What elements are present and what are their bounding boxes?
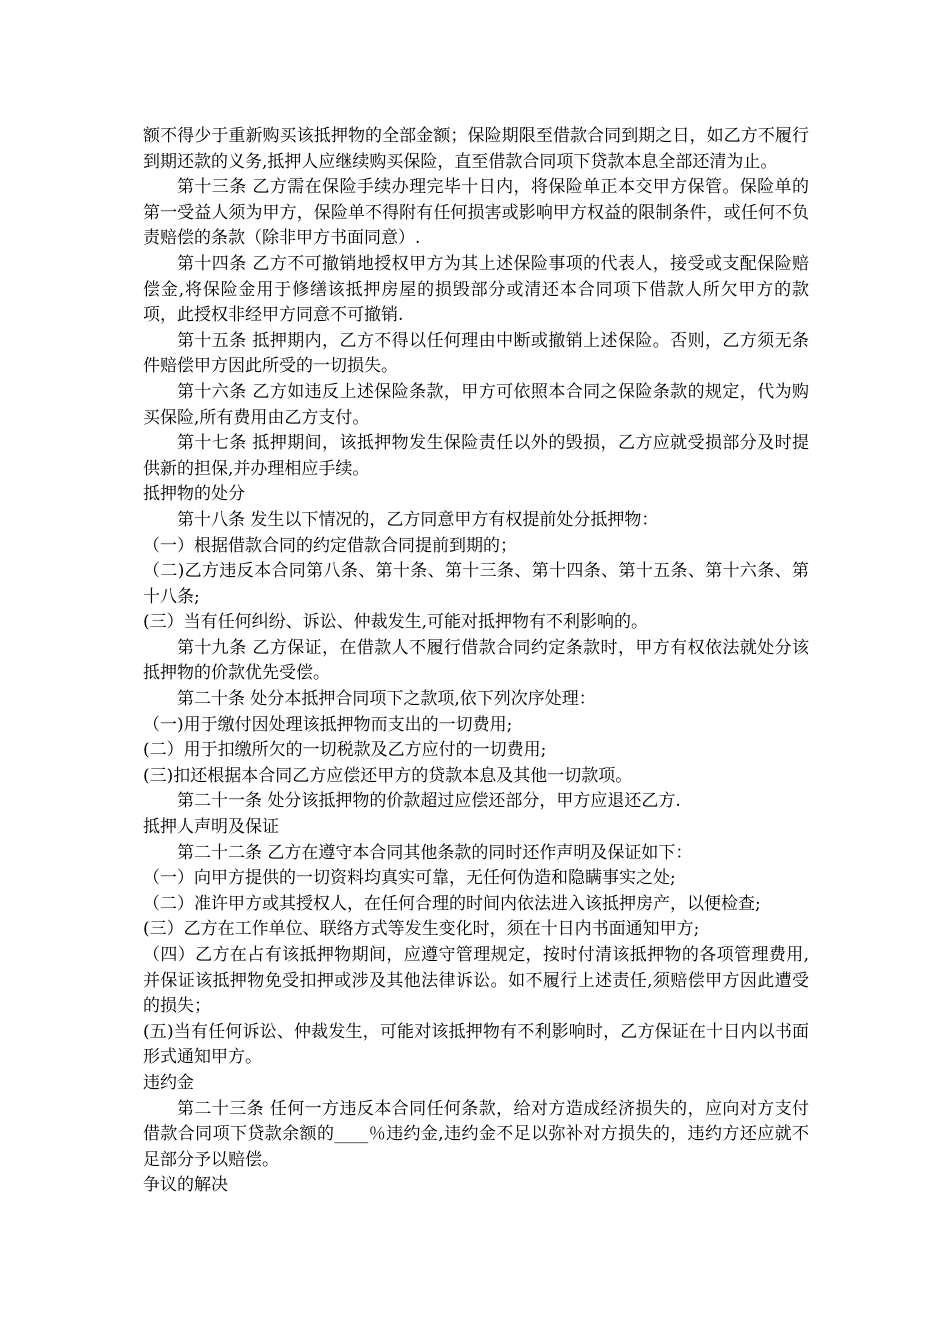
article-22-item-2: （二）准许甲方或其授权人，在任何合理的时间内依法进入该抵押房产，以便检查; [143, 893, 761, 914]
article-19: 第十九条 乙方保证，在借款人不履行借款合同约定条款时，甲方有权依法就处分该抵押物的价款优先受偿。 [143, 637, 809, 684]
article-22: 第二十二条 乙方在遵守本合同其他条款的同时还作声明及保证如下： [177, 842, 693, 863]
article-23: 第二十三条 任何一方违反本合同任何条款，给对方造成经济损失的，应向对方支付借款合同项下贷款余额的____％违约金,违约金不足以弥补对方损失的，违约方还应就不足部分予以赔偿。 [143, 1098, 809, 1170]
document-body [143, 124, 809, 1199]
article-17: 第十七条 抵押期间，该抵押物发生保险责任以外的毁损，乙方应就受损部分及时提供新的担保,并办理相应手续。 [143, 433, 809, 479]
article-22-item-4: （四）乙方在占有该抵押物期间，应遵守管理规定，按时付清该抵押物的各项管理费用,并保证该抵押物免受扣押或涉及其他法律诉讼。如不履行上述责任,须赔偿甲方因此遭受的损失； [143, 945, 809, 1017]
article-22-item-1: （一）向甲方提供的一切资料均真实可靠，无任何伪造和隐瞒事实之处; [143, 868, 676, 889]
section-heading-declaration: 抵押人声明及保证 [143, 817, 279, 838]
article-18-item-3: (三）当有任何纠纷、诉讼、仲裁发生,可能对抵押物有不利影响的。 [143, 612, 649, 633]
article-20-item-2: (二）用于扣缴所欠的一切税款及乙方应付的一切费用; [143, 740, 547, 761]
article-18: 第十八条 发生以下情况的，乙方同意甲方有权提前处分抵押物： [177, 509, 659, 530]
paragraph-insurance-amount: 额不得少于重新购买该抵押物的全部金额；保险期限至借款合同到期之日，如乙方不履行到期还款的义务,抵押人应继续购买保险，直至借款合同项下贷款本息全部还清为止。 [143, 126, 809, 172]
article-15: 第十五条 抵押期内，乙方不得以任何理由中断或撤销上述保险。否则，乙方须无条件赔偿甲方因此所受的一切损失。 [143, 330, 809, 377]
article-20: 第二十条 处分本抵押合同项下之款项,依下列次序处理： [177, 689, 596, 710]
article-20-item-3: (三)扣还根据本合同乙方应偿还甲方的贷款本息及其他一切款项。 [143, 765, 633, 786]
article-16: 第十六条 乙方如违反上述保险条款，甲方可依照本合同之保险条款的规定，代为购买保险,所有费用由乙方支付。 [143, 381, 809, 428]
section-heading-disposal: 抵押物的处分 [143, 484, 245, 505]
article-20-item-1: （一)用于缴付因处理该抵押物而支出的一切费用; [143, 714, 513, 735]
article-18-item-1: （一）根据借款合同的约定借款合同提前到期的； [143, 535, 517, 556]
article-22-item-3: (三）乙方在工作单位、联络方式等发生变化时，须在十日内书面通知甲方; [143, 919, 700, 940]
article-18-item-2: （二)乙方违反本合同第八条、第十条、第十三条、第十四条、第十五条、第十六条、第十八条; [143, 561, 809, 607]
section-heading-dispute: 争议的解决 [143, 1175, 228, 1196]
article-14: 第十四条 乙方不可撤销地授权甲方为其上述保险事项的代表人，接受或支配保险赔偿金,将保险金用于修缮该抵押房屋的损毁部分或清还本合同项下借款人所欠甲方的款项，此授权非经甲方同意不可撤销. [143, 253, 809, 326]
article-13: 第十三条 乙方需在保险手续办理完毕十日内，将保险单正本交甲方保管。保险单的第一受益人须为甲方，保险单不得附有任何损害或影响甲方权益的限制条件，或任何不负责赔偿的条款（除非甲方书面同意）. [143, 177, 809, 249]
section-heading-penalty: 违约金 [143, 1072, 194, 1093]
article-22-item-5: (五)当有任何诉讼、仲裁发生，可能对该抵押物有不利影响时，乙方保证在十日内以书面形式通知甲方。 [143, 1021, 809, 1068]
article-21: 第二十一条 处分该抵押物的价款超过应偿还部分，甲方应退还乙方. [177, 791, 681, 812]
